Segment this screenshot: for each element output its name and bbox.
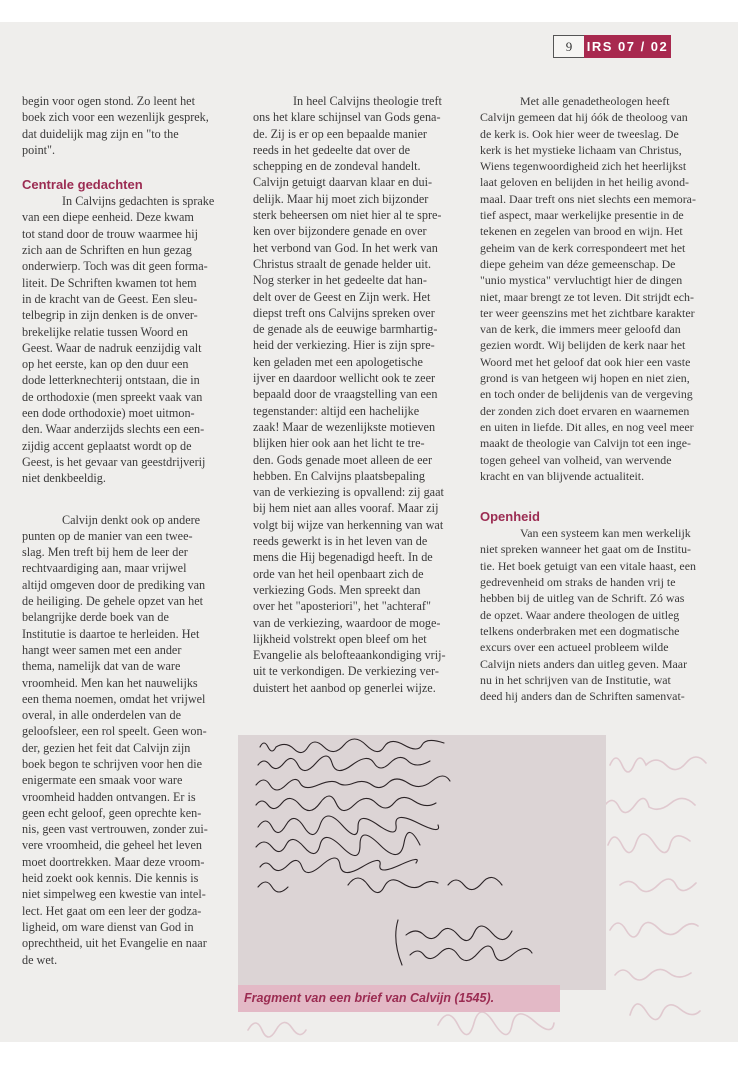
text-line: In heel Calvijns theologie treft [293, 94, 442, 108]
section-heading-centrale-gedachten: Centrale gedachten [22, 177, 143, 193]
text-line: boek begon te schrijven voor hen die [22, 756, 203, 771]
text-line: reeds in het gedeelte dat over de [253, 142, 411, 157]
text-line: geheim van de kerk correspondeert met het [480, 240, 686, 255]
paragraph [480, 525, 700, 704]
text-line: heid der verkiezing. Hier is zijn spre- [253, 338, 435, 353]
text-line: den. Gods genade moet alleen de eer [253, 452, 433, 467]
text-line: Calvijn gemeen dat hij óók de theoloog van [480, 110, 688, 125]
text-line: het verbond van God. In het werk van [253, 240, 438, 255]
text-line: thema, namelijk dat van de ware [22, 659, 181, 674]
text-line: Woord met het geloof dat ook hier een vaste [480, 354, 691, 369]
text-line: punten op de manier van een twee- [22, 528, 193, 543]
text-line: zaak! Maar de wezenlijkste motieven [253, 419, 436, 434]
text-line: dat duidelijk mag zijn en "to the [22, 126, 179, 141]
paragraph [22, 93, 222, 158]
text-line: slag. Men treft bij hem de leer der [22, 545, 188, 560]
text-line: over het "aposteriori", het "achteraf" [253, 599, 431, 614]
text-line: dode letterknechterij ontstaan, die in [22, 373, 200, 388]
text-line: diepe geheim van déze gemeenschap. De [480, 256, 676, 271]
text-line: de opzet. Waar andere theologen de uitleg [480, 607, 680, 622]
page-number: 9 [553, 35, 584, 58]
text-line: orde van het heil openbaart zich de [253, 566, 424, 581]
text-line: ligheid, om ware dienst van God in [22, 919, 194, 934]
text-line: verkiezing Gods. Men spreekt dan [253, 582, 421, 597]
text-column-1 [22, 93, 222, 968]
text-line: point". [22, 142, 56, 157]
text-line: moet doortrekken. Maar deze vroom- [22, 854, 205, 869]
text-line: niet, maar brengt ze tot leven. Dit strijdt ech- [480, 289, 694, 304]
text-line: gedrevenheid om straks de handen vrij te [480, 575, 676, 590]
handwriting-illustration [238, 735, 606, 990]
text-line: niet denkbeeldig. [22, 471, 106, 486]
letter-fragment-image [238, 735, 606, 990]
text-line: tot stand door de trouw waarmee hij [22, 226, 198, 241]
text-line: kerk is het mystieke lichaam van Christus, [480, 142, 682, 157]
text-line: Nog sterker in het gedeelte dat han- [253, 273, 427, 288]
text-line: lect. Het gaat om een leer der godza- [22, 903, 202, 918]
faded-handwriting-background [600, 735, 738, 1040]
text-line: mens die Hij begenadigd heeft. In de [253, 550, 433, 565]
text-line: de orthodoxie (men spreekt vaak van [22, 389, 203, 404]
text-line: Calvijn niets anders dan uitleg geven. Maar [480, 656, 688, 671]
text-line: in de kracht van de Geest. Een sleu- [22, 291, 198, 306]
text-line: reeds gewerkt is in het leven van de [253, 534, 428, 549]
text-line: altijd omgeven door de prediking van [22, 577, 206, 592]
text-line: vere vroomheid, die geheel het leven [22, 838, 203, 853]
text-line: zich aan de Schriften en hun gezag [22, 243, 192, 258]
paragraph [253, 93, 463, 696]
issue-label: IRS 07 / 02 [584, 35, 671, 58]
text-line: oprechtheid, uit het Evangelie en naar [22, 936, 207, 951]
text-line: een thema noemen, omdat het vrijwel [22, 691, 206, 706]
text-line: ijver en daardoor wellicht ook te zeer [253, 371, 436, 386]
text-line: hangt weer samen met een ander [22, 642, 182, 657]
text-line: hebben bij de uitleg van de Schrift. Zó was [480, 591, 685, 606]
text-line: Christus straalt de genade helder uit. [253, 256, 432, 271]
text-line: de kerk is. Ook hier weer de tweeslag. De [480, 126, 679, 141]
text-line: hebben. En Calvijns plaatsbepaling [253, 468, 425, 483]
text-line: op het eerste, kan op den duur een [22, 357, 189, 372]
text-line: laat geloven en belijden in het heilig avond- [480, 175, 690, 190]
text-line: geloofsleer, een rol speelt. Geen won- [22, 724, 207, 739]
text-line: bij hem niet aan alles vooraf. Maar zij [253, 501, 439, 516]
figure-caption: Fragment van een brief van Calvijn (1545). [238, 985, 560, 1012]
text-line: tief aspect, maar werkelijke presentie in de [480, 208, 684, 223]
text-line: ken geladen met een apologetische [253, 354, 423, 369]
text-line: der, gezien het feit dat Calvijn zijn [22, 740, 191, 755]
text-line: vroomheid. Men kan het nauwelijks [22, 675, 198, 690]
text-line: togen geheel van volheid, van wervende [480, 452, 672, 467]
text-line: enigermate een smaak voor ware [22, 773, 183, 788]
text-line: der zonden zich doet ervaren en waarnemen [480, 403, 690, 418]
text-line: ken over bijzondere genade en over [253, 224, 427, 239]
text-line: sterk beheersen om niet hier al te spre- [253, 208, 442, 223]
text-line: rechtvaardiging aan, maar vrijwel [22, 561, 187, 576]
text-line: schepping en de zondeval handelt. [253, 159, 421, 174]
text-line: vroomheid hadden ontvangen. Er is [22, 789, 196, 804]
text-line: Met alle genadetheologen heeft [520, 94, 670, 108]
text-line: een dode orthodoxie) moet uitmon- [22, 406, 195, 421]
text-line: Wiens tegenwoordigheid zich het heerlijkst [480, 159, 687, 174]
text-line: nu in het schrijven van de Institutie, wat [480, 672, 671, 687]
text-line: geen echt geloof, geen oprechte ken- [22, 805, 202, 820]
text-line: en uiten in liefde. Dit alles, en nog veel meer [480, 419, 694, 434]
text-line: telkens onderbraken met een dogmatische [480, 623, 680, 638]
text-line: In Calvijns gedachten is sprake [62, 194, 215, 209]
text-line: begin voor ogen stond. Zo leent het [22, 94, 195, 108]
text-line: lijkheid volstrekt open bleef om het [253, 631, 427, 646]
text-line: liteit. De Schriften kwamen tot hem [22, 275, 197, 290]
text-line: diepst treft ons Calvijns spreken over [253, 305, 435, 320]
text-line: tegenstander: altijd een hachelijke [253, 403, 420, 418]
text-line: maal. Daar treft ons niet slechts een memora- [480, 191, 696, 206]
text-line: maakt de theologie van Calvijn tot een inge- [480, 436, 691, 451]
text-line: duistert het aanbod op generlei wijze. [253, 680, 436, 695]
text-line: de genade als de eeuwige barmhartig- [253, 322, 438, 337]
paragraph [22, 512, 222, 968]
text-line: van de verkiezing, waardoor de moge- [253, 615, 441, 630]
text-line: nis, geen vast vertrouwen, zonder zui- [22, 822, 208, 837]
text-line: volgt bij wijze van herkenning van wat [253, 517, 444, 532]
text-line: uit te verkondigen. De verkiezing ver- [253, 664, 439, 679]
text-line: delt over de Geest en Zijn werk. Het [253, 289, 431, 304]
text-line: van de verkiezing is opvallend: zij gaat [253, 485, 444, 500]
text-line: niet spreken wanneer het gaat om de Institu- [480, 542, 691, 557]
paragraph [480, 93, 700, 484]
text-line: overal, in alle onderdelen van de [22, 708, 182, 723]
page-header [553, 35, 671, 58]
text-line: Calvijn getuigt daarvan klaar en dui- [253, 175, 433, 190]
section-heading-openheid: Openheid [480, 509, 540, 525]
text-line: heid zoekt ook kennis. Die kennis is [22, 871, 199, 886]
text-line: de. Zij is er op een bepaalde manier [253, 126, 427, 141]
text-line: bepaald door de vraagstelling van een [253, 387, 438, 402]
text-line: Institutie is daartoe te herleiden. Het [22, 626, 200, 641]
text-line: Evangelie als belofteaankondiging vrij- [253, 648, 446, 663]
paragraph [22, 193, 222, 486]
text-column-2 [253, 93, 463, 696]
text-line: tie. Het boek getuigt van een vitale haast, een [480, 558, 696, 573]
text-line: deed hij anders dan de Schriften samenvat- [480, 689, 685, 704]
text-line: de heiliging. De gehele opzet van het [22, 594, 204, 609]
text-line: onderwierp. Toch was dit geen forma- [22, 259, 208, 274]
text-line: zijdig accent geplaatst wordt op de [22, 438, 192, 453]
text-line: niet simpelweg een kwestie van intel- [22, 887, 206, 902]
text-line: den. Waar anderzijds slechts een een- [22, 422, 205, 437]
text-line: Calvijn denkt ook op andere [62, 512, 201, 527]
text-line: belangrijke derde boek van de [22, 610, 169, 625]
text-line: delijk. Maar hij moet zich bijzonder [253, 191, 429, 206]
text-line: blijken hier ook aan het licht te tre- [253, 436, 425, 451]
text-line: ons het klare schijnsel van Gods gena- [253, 110, 441, 125]
text-line: en toch onder de belijdenis van de vergeving [480, 387, 693, 402]
text-line: grond is van hetgeen wij hopen en niet zien, [480, 371, 690, 386]
text-line: tekenen en zegelen van brood en wijn. Het [480, 224, 683, 239]
text-line: van de kerk, die immers meer geloofd dan [480, 322, 681, 337]
text-line: boek zich voor een wezenlijk gesprek, [22, 110, 209, 125]
text-line: brekelijke relatie tussen Woord en [22, 324, 188, 339]
text-line: "unio mystica" vervluchtigt hier de dingen [480, 273, 683, 288]
text-line: Geest, is het gevaar van geestdrijverij [22, 454, 206, 469]
text-line: Van een systeem kan men werkelijk [520, 526, 691, 541]
text-line: telbegrip in zijn denken is de onver- [22, 308, 198, 323]
text-line: ter weer geenszins met het zichtbare karakter [480, 305, 695, 320]
text-line: van een diepe eenheid. Deze kwam [22, 210, 194, 225]
text-line: excurs over een actueel probleem wilde [480, 640, 669, 655]
text-line: de wet. [22, 952, 58, 967]
text-line: gezien wordt. Wij belijden de kerk naar het [480, 338, 686, 353]
text-line: Geest. Waar de nadruk eenzijdig valt [22, 340, 202, 355]
text-column-3 [480, 93, 700, 704]
text-line: kracht en van blijvende actualiteit. [480, 468, 645, 483]
